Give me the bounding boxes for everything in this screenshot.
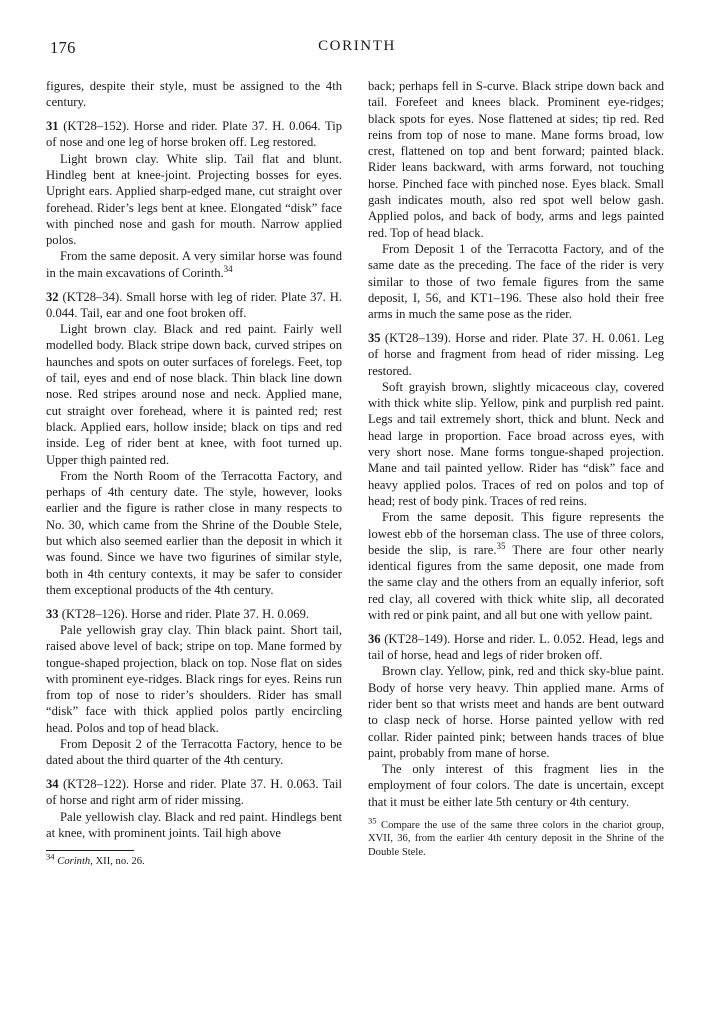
footnote-number: 34 [46, 851, 55, 862]
entry-number: 35 [368, 330, 381, 345]
paragraph-text: From the same deposit. A very similar horse was found in the main excavations of Corinth. [46, 249, 342, 280]
catalog-entry-34 [46, 776, 342, 809]
catalog-entry-35 [368, 330, 664, 379]
page-number: 176 [50, 38, 76, 57]
footnote-marker-35[interactable]: 35 [496, 540, 506, 551]
paragraph: From Deposit 2 of the Terracotta Factory, hence to be dated about the third quarter of the 4th century. [46, 737, 342, 768]
running-head [46, 38, 668, 68]
footnote-divider [46, 850, 134, 851]
entry-text: (KT28–34). Small horse with leg of rider. Plate 37. H. 0.044. Tail, ear and one foot broken off. [46, 289, 343, 320]
footnote-number: 35 [368, 815, 377, 826]
entry-number: 34 [46, 777, 59, 792]
paragraph: Soft grayish brown, slightly micaceous clay, covered with thick white slip. Yellow, pink and purplish red paint. Legs and tail extremely short, thick and blunt. Neck and head large in proportion. Face broad across eyes, with very short nose. Mane forms tongue-shaped projection. Mane and tail painted yellow. Rider has “disk” face and heavy applied polos. Traces of red on polos and top of head; rest of body pink. Traces of red reins. [368, 379, 664, 508]
left-column [46, 78, 342, 869]
entry-number: 33 [46, 606, 59, 621]
entry-number: 31 [46, 119, 59, 134]
footnote-text: Compare the use of the same three colors in the chariot group, XVII, 36, from the earlier 4th century deposit in the Shrine of the Double Stele. [368, 820, 664, 858]
footnote-area-left [46, 850, 342, 868]
running-head-title: CORINTH [318, 38, 396, 54]
entry-text: (KT28–126). Horse and rider. Plate 37. H. 0.069. [61, 606, 310, 621]
entry-text: (KT28–139). Horse and rider. Plate 37. H. 0.061. Leg of horse and fragment from head of rider missing. Leg restored. [368, 330, 664, 378]
footnote-area-right [368, 815, 664, 859]
footnote-marker-34[interactable]: 34 [223, 263, 233, 274]
paragraph-with-note [368, 509, 664, 623]
paragraph: The only interest of this fragment lies in the employment of four colors. The date is uncertain, except that it must be either late 5th century or 4th century. [368, 762, 664, 809]
paragraph: Light brown clay. Black and red paint. Fairly well modelled body. Black stripe down back, curved stripes on haunches and spots on outer surfaces of forelegs. Feet, top of tail, eyes and end of nose black. Thin black line down nose. Red stripes around nose and neck. Applied mane, cut straight over forehead, where it is painted red; rest black. Applied ears, hollow inside; black on tips and red inside. Leg of rider bent at knee, with foot turned up. Upper thigh painted red. [46, 322, 342, 467]
two-column-body [46, 78, 668, 869]
catalog-entry-33 [46, 606, 342, 622]
entry-number: 32 [46, 289, 59, 304]
footnote-text: XII, no. 26. [92, 856, 145, 868]
catalog-entry-32 [46, 289, 342, 322]
entry-number: 36 [368, 631, 381, 646]
catalog-entry-36 [368, 631, 664, 664]
entry-text: (KT28–152). Horse and rider. Plate 37. H. 0.064. Tip of nose and one leg of horse broken off. Leg restored. [46, 119, 342, 150]
paragraph-text-after-note: There are four other nearly identical figures from the same deposit, one made from the same clay and the others from an equally inferior, soft red clay, all covered with thick white slip, all decorated with red or pink paint, and all but one with yellow paint. [368, 542, 664, 622]
paragraph-continued: figures, despite their style, must be assigned to the 4th century. [46, 79, 342, 110]
footnote-35 [368, 815, 664, 859]
footnote-source-title: Corinth, [57, 856, 93, 868]
paragraph: Light brown clay. White slip. Tail flat and blunt. Hindleg bent at knee-joint. Projecting bosses for eyes. Upright ears. Applied sharp-edged mane, cut straight over forehead. Rider’s legs bent at knee. Elongated “disk” face with pinched nose and gash for mouth. Narrow applied polos. [46, 151, 342, 248]
paragraph: From the North Room of the Terracotta Factory, and perhaps of 4th century date. The style, however, looks earlier and the figure is rather close in many respects to No. 30, which came from the Shrine of the Double Stele, but which also seemed earlier than the deposit in which it was found. Since we have two figurines of similar style, both in 4th century contexts, it may be safer to consider them exceptional products of the 4th century. [46, 468, 342, 597]
paragraph: Pale yellowish gray clay. Thin black paint. Short tail, raised above level of back; stripe on top. Mane formed by tongue-shaped projection, black on top. Nose flat on sides with prominent eye-ridges. Black rings for eyes. Reins run from top of nose to rider’s shoulders. Rider has small “disk” face with thick applied polos partly encircling head. Polos and top of head black. [46, 623, 342, 735]
footnote-34 [46, 851, 342, 868]
entry-text: (KT28–122). Horse and rider. Plate 37. H. 0.063. Tail of horse and right arm of rider missing. [46, 777, 342, 808]
paragraph-with-note [46, 248, 342, 281]
paragraph-continued: back; perhaps fell in S-curve. Black stripe down back and tail. Forefeet and knees black. Prominent eye-ridges; black spots for eyes. Nose flattened at sides; tip red. Red reins from top of nose to mane. Mane forms broad, low crest, flattened on top and bent forward; painted black. Rider leans backward, with arms forward, not touching horse. Pinched face with pinched nose. Eyes black. Small gash indicates mouth, also red spot well below gash. Applied polos, and back of body, arms and legs painted red. Top of head black. [368, 79, 664, 240]
catalog-entry-31 [46, 118, 342, 151]
paragraph: From Deposit 1 of the Terracotta Factory, and of the same date as the preceding. The face of the rider is very similar to those of two female figures from the same deposit, I, 56, and KT1–196. These also hold their free arms in much the same pose as the rider. [368, 241, 664, 322]
right-column [368, 78, 664, 859]
paragraph: Brown clay. Yellow, pink, red and thick sky-blue paint. Body of horse very heavy. Thin applied mane. Arms of rider bent so that wrists meet and hands are bent outward to clasp neck of horse. Horse painted yellow with red collar. Rider painted pink; between hands traces of blue paint, probably from mane of horse. [368, 664, 664, 760]
entry-text: (KT28–149). Horse and rider. L. 0.052. Head, legs and tail of horse, head and legs of rider broken off. [368, 631, 664, 663]
paragraph-text-before-note: From the same deposit. This figure represents the lowest ebb of the horseman class. The use of three colors, beside the slip, is rare. [368, 510, 664, 557]
paragraph: Pale yellowish clay. Black and red paint. Hindlegs bent at knee, with prominent joints. Tail high above [46, 809, 342, 841]
